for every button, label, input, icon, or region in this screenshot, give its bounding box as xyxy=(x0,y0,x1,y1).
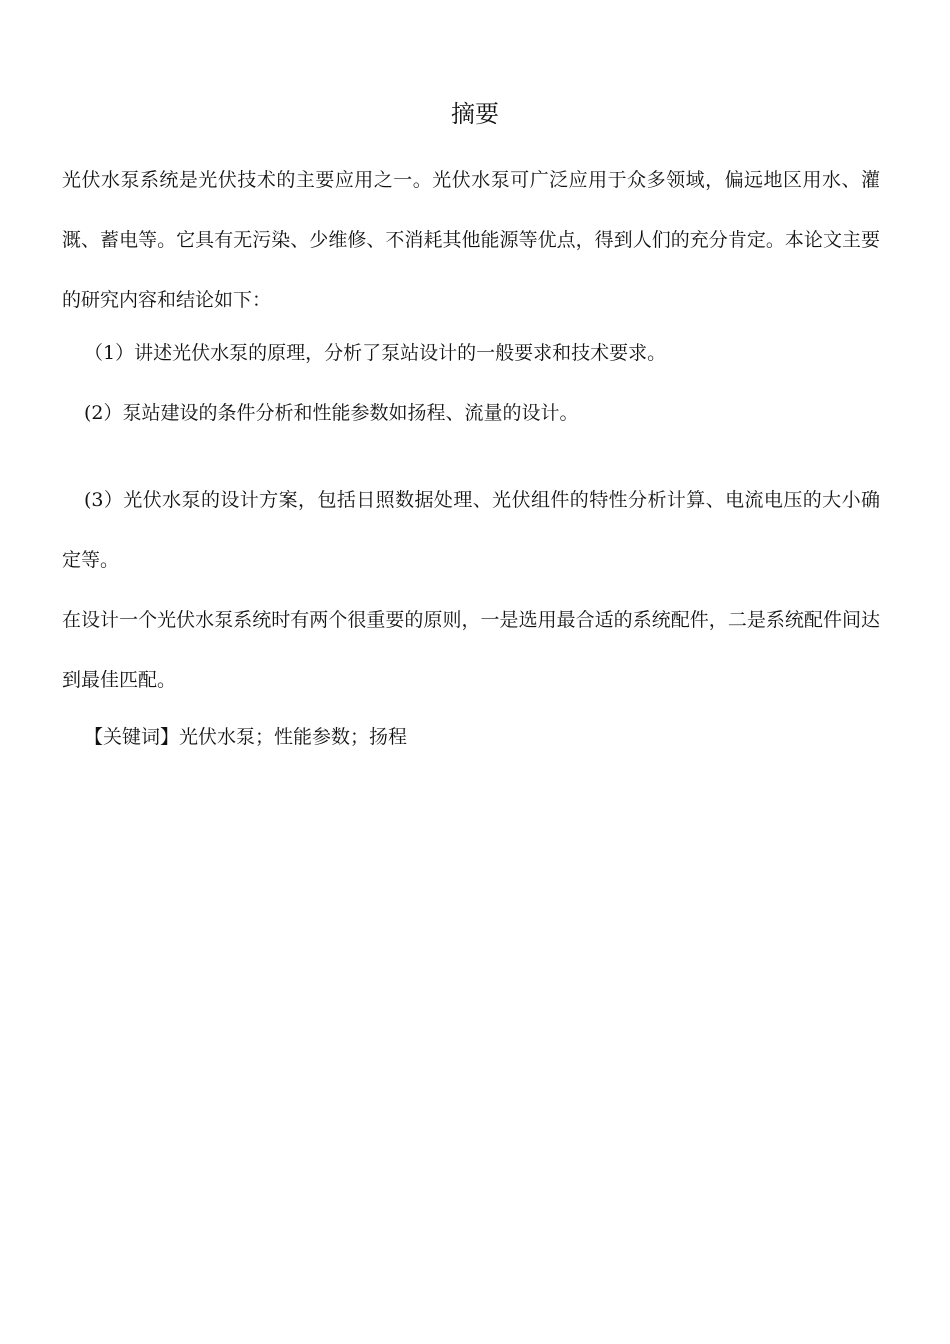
abstract-item-2: (2）泵站建设的条件分析和性能参数如扬程、流量的设计。 xyxy=(84,402,579,424)
abstract-item-3: (3）光伏水泵的设计方案，包括日照数据处理、光伏组件的特性分析计算、电流电压的大小确定等。 xyxy=(62,489,880,571)
design-principle-paragraph: 在设计一个光伏水泵系统时有两个很重要的原则，一是选用最合适的系统配件，二是系统配件间达到最佳匹配。 xyxy=(62,609,880,691)
keywords-line: 【关键词】光伏水泵；性能参数；扬程 xyxy=(84,726,408,748)
page-title: 摘要 xyxy=(451,100,499,128)
abstract-item-1: （1）讲述光伏水泵的原理，分析了泵站设计的一般要求和技术要求。 xyxy=(84,342,667,364)
abstract-intro-paragraph: 光伏水泵系统是光伏技术的主要应用之一。光伏水泵可广泛应用于众多领域，偏远地区用水、灌溉、蓄电等。它具有无污染、少维修、不消耗其他能源等优点，得到人们的充分肯定。本论文主要的研究内容和结论如下： xyxy=(62,169,880,311)
